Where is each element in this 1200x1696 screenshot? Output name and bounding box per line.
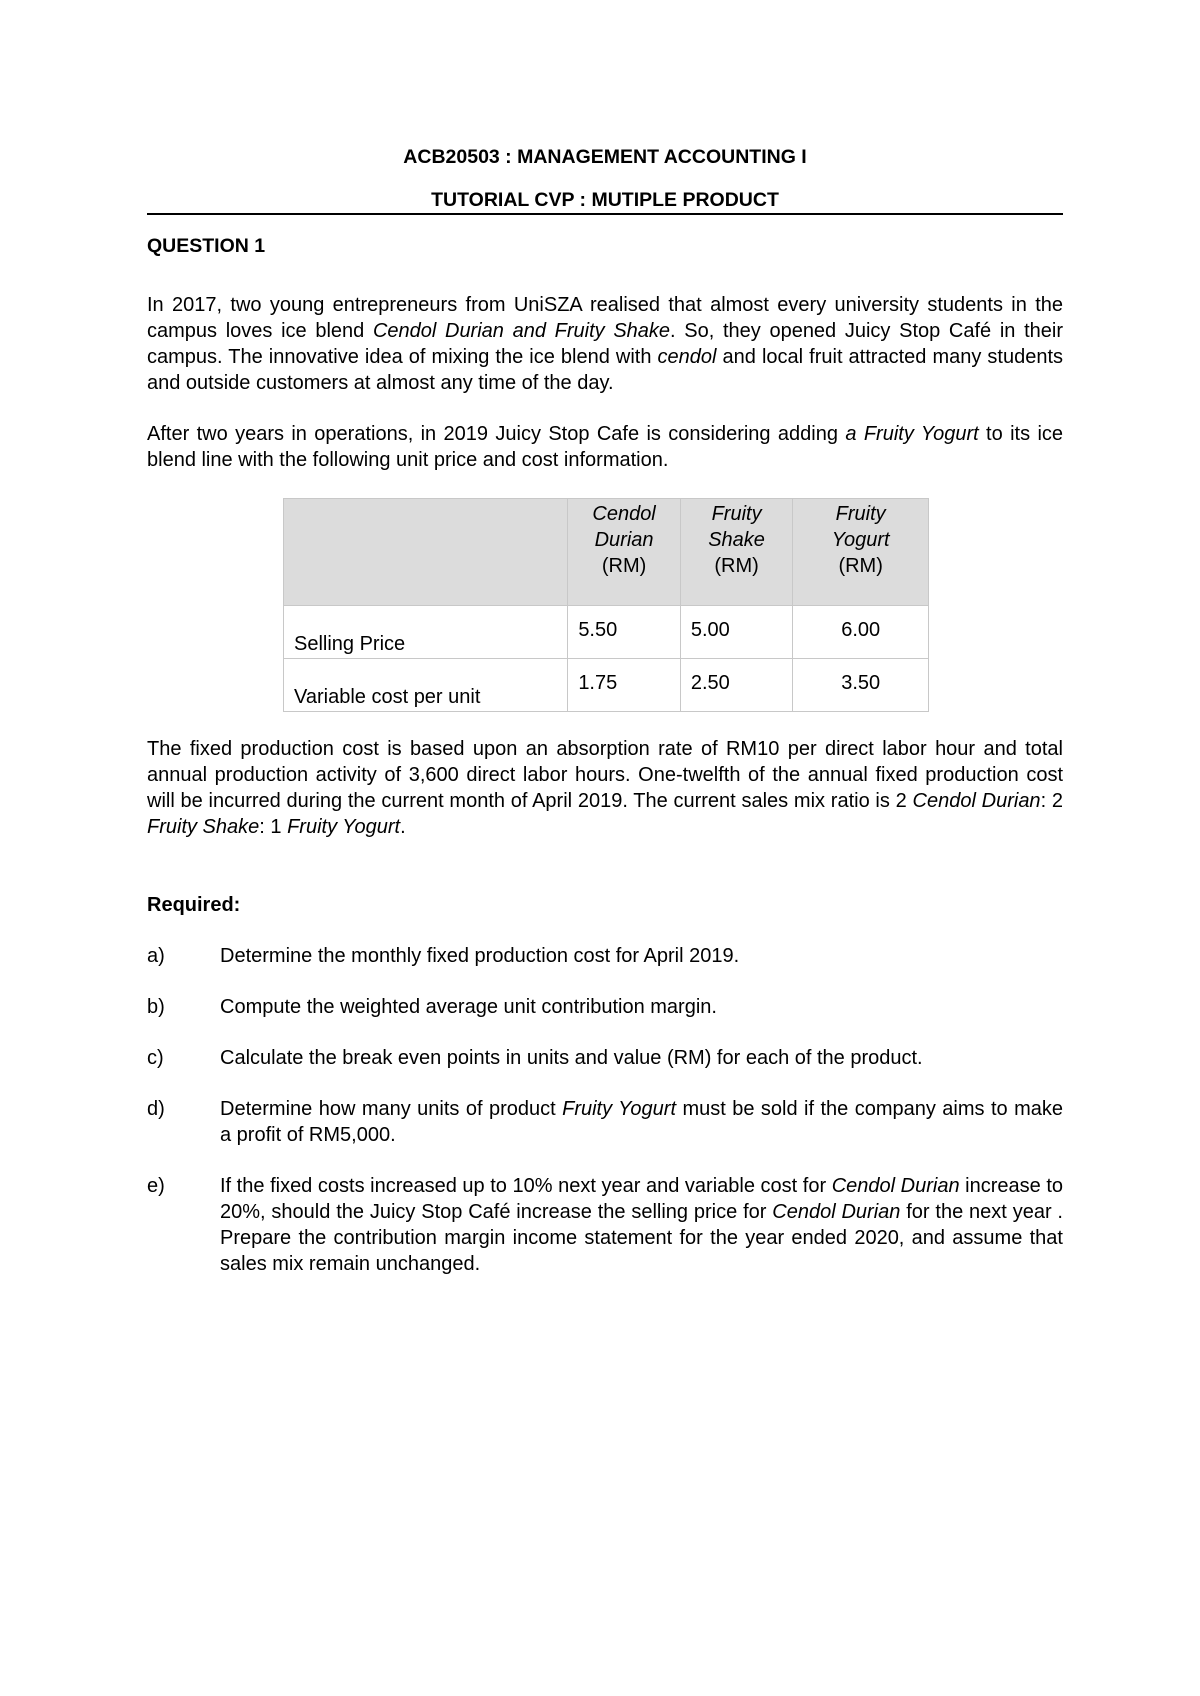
table-row <box>284 606 929 659</box>
item-letter: b) <box>147 996 165 1018</box>
column-header-fruity-yogurt: Fruity Yogurt (RM) <box>793 499 929 606</box>
tutorial-title: TUTORIAL CVP : MUTIPLE PRODUCT <box>431 189 779 211</box>
table-row <box>284 659 929 712</box>
item-letter: e) <box>147 1175 165 1197</box>
table-cell: 2.50 <box>680 659 793 712</box>
item-text: Determine the monthly fixed production cost for April 2019. <box>220 945 740 967</box>
intro-paragraph-2: After two years in operations, in 2019 Juicy Stop Cafe is considering adding a Fruity Yogurt to its ice blend line with the following unit price and cost information. <box>147 423 1064 471</box>
table-cell: 1.75 <box>568 659 681 712</box>
document-page <box>147 144 1063 1302</box>
row-label-variable-cost: Variable cost per unit <box>284 659 568 712</box>
intro-paragraph-1: In 2017, two young entrepreneurs from UniSZA realised that almost every university students in the campus loves ice blend Cendol Durian and Fruity Shake. So, they opened Juicy Stop Café in their campus. The innovative idea of mixing the ice blend with cendol and local fruit attracted many students and outside customers at almost any time of the day. <box>147 294 1064 394</box>
item-text: Calculate the break even points in units and value (RM) for each of the product. <box>220 1047 923 1069</box>
item-letter: c) <box>147 1047 164 1069</box>
row-label-selling-price: Selling Price <box>284 606 568 659</box>
table-cell: 5.50 <box>568 606 681 659</box>
required-heading: Required: <box>147 894 241 916</box>
table-cell: 3.50 <box>793 659 929 712</box>
table-cell: 5.00 <box>680 606 793 659</box>
list-item <box>147 994 1063 1020</box>
list-item <box>147 1045 1063 1071</box>
table-cell: 6.00 <box>793 606 929 659</box>
table-corner-cell <box>284 499 568 606</box>
required-list <box>147 943 1063 1277</box>
list-item <box>147 1096 1063 1148</box>
question-heading: QUESTION 1 <box>147 235 266 257</box>
item-text: If the fixed costs increased up to 10% next year and variable cost for Cendol Durian increase to 20%, should the Juicy Stop Café increase the selling price for Cendol Durian for the next year . Prepare the contribution margin income statement for the year ended 2020, and assume that sales mix remain unchanged. <box>220 1175 1064 1275</box>
list-item <box>147 1173 1063 1277</box>
item-letter: a) <box>147 945 165 967</box>
table-header-row <box>284 499 929 606</box>
title-divider <box>147 213 1063 215</box>
column-header-cendol-durian: Cendol Durian (RM) <box>568 499 681 606</box>
item-letter: d) <box>147 1098 165 1120</box>
fixed-cost-paragraph: The fixed production cost is based upon an absorption rate of RM10 per direct labor hour and total annual production activity of 3,600 direct labor hours. One-twelfth of the annual fixed production cost will be incurred during the current month of April 2019. The current sales mix ratio is 2 Cendol Durian: 2 Fruity Shake: 1 Fruity Yogurt. <box>147 738 1063 838</box>
list-item <box>147 943 1063 969</box>
item-text: Compute the weighted average unit contribution margin. <box>220 996 717 1018</box>
course-title: ACB20503 : MANAGEMENT ACCOUNTING I <box>403 146 807 168</box>
column-header-fruity-shake: Fruity Shake (RM) <box>680 499 793 606</box>
item-text: Determine how many units of product Fruity Yogurt must be sold if the company aims to make a profit of RM5,000. <box>220 1098 1063 1146</box>
price-cost-table <box>283 498 929 712</box>
